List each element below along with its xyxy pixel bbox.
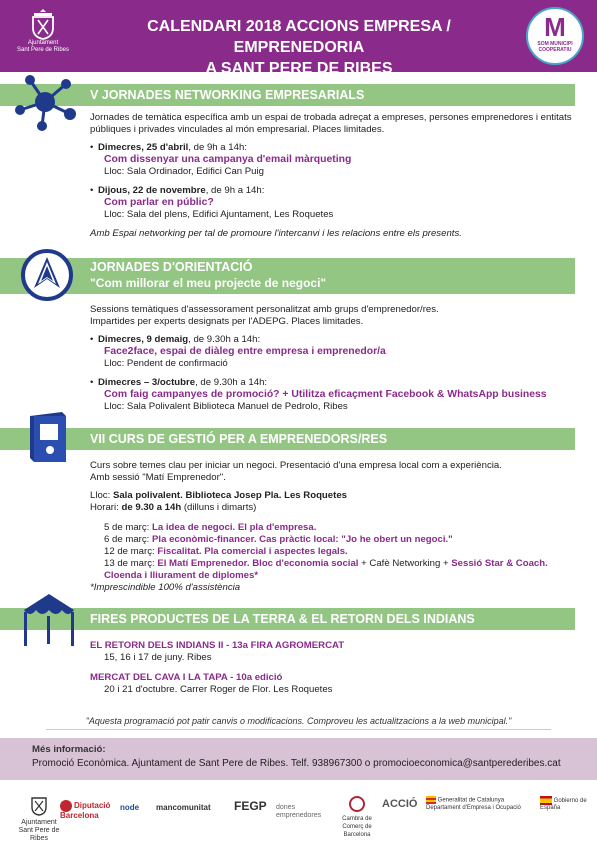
event-time: , de 9.30h a 14h: [188, 334, 261, 345]
section1-body [90, 112, 580, 246]
schedule-value: de 9.30 a 14h [121, 502, 182, 513]
event-talk: Com faig campanyes de promoció? + Utilitza eficaçment Facebook & WhatsApp business [104, 389, 547, 400]
section2-band [0, 258, 575, 294]
section1-note: Amb Espai networking per tal de promoure l'intercanvi i les relacions entre els presents. [90, 228, 462, 239]
footer-logo-generalitat [426, 796, 536, 812]
event-place: Lloc: Pendent de confirmació [104, 358, 228, 369]
bullet: • [90, 142, 94, 153]
event-date: Dimecres, 25 d'abril [98, 142, 189, 153]
schedule-label: Horari: [90, 502, 122, 513]
binder-icon [26, 410, 70, 464]
section3-intro [90, 460, 580, 484]
section3-footnote: *Imprescindible 100% d'assistència [90, 582, 241, 593]
fair-title: MERCAT DEL CAVA I LA TAPA - 10a edició [90, 672, 283, 683]
network-icon [10, 70, 80, 132]
session-item [104, 546, 580, 558]
footer-logo-label: ACCIÓ [382, 798, 418, 810]
info-heading: Més informació: [32, 744, 106, 755]
event-talk: Face2face, espai de diàleg entre empresa i emprenedor/a [104, 346, 386, 357]
section2-event-2 [90, 377, 580, 413]
section2-intro [90, 304, 580, 328]
place-label: Lloc: [90, 490, 113, 501]
session-topic-c: Sessió Star & Coach. [451, 558, 548, 569]
footer-logo-diputacio [60, 800, 116, 821]
fair-detail: 20 i 21 d'octubre. Carrer Roger de Flor. Les Roquetes [104, 684, 333, 695]
section2-intro-line2: Impartides per experts designats per l'ADEPG. Places limitades. [90, 316, 364, 327]
footer-logo-label: Gobierno de España [540, 798, 587, 812]
event-date: Dijous, 22 de novembre [98, 185, 206, 196]
section3-schedule [90, 502, 580, 514]
event-place: Lloc: Sala del plens, Edifici Ajuntament, Les Roquetes [104, 209, 334, 220]
disclaimer: "Aquesta programació pot patir canvis o modificacions. Comproveu les actualitzacions a la web municipal." [46, 716, 551, 730]
logo-line1: Ajuntament [27, 40, 59, 46]
section3-place [90, 490, 580, 502]
session-topic-d: Cloenda i lliurament de diplomes* [104, 570, 259, 581]
session-date: 5 de març: [104, 522, 152, 533]
footer-logo-node [120, 804, 139, 813]
section3-sessions [90, 522, 580, 582]
schedule-days: (dilluns i dimarts) [181, 502, 257, 513]
fair-title: EL RETORN DELS INDIANS II - 13a FIRA AGROMERCAT [90, 640, 345, 651]
footer-logo-label: mancomunitat [156, 803, 211, 812]
logo-line2: Sant Pere de Ribes [16, 47, 70, 53]
cambra-mark-icon [349, 796, 365, 812]
badge-line1: SOM MUNICIPI [537, 41, 573, 47]
info-text: Promoció Econòmica. Ajuntament de Sant Pere de Ribes. Telf. 938967300 o promocioeconomica@santperederibes.cat [32, 758, 561, 769]
footer-logo-label: Generalitat de Catalunya Departament d'Empresa i Ocupació [426, 797, 521, 811]
market-tent-icon [14, 590, 84, 648]
section2-title: JORNADES D'ORIENTACIÓ [90, 260, 253, 274]
bullet: • [90, 334, 94, 345]
footer-logo-fegp [234, 799, 267, 813]
session-topic: Fiscalitat. Pla comercial i aspectes legals. [157, 546, 348, 557]
section3-band [0, 428, 575, 450]
session-date: 6 de març: [104, 534, 152, 545]
fair-detail: 15, 16 i 17 de juny. Ribes [104, 652, 212, 663]
title-line2: A SANT PERE DE RIBES [205, 60, 393, 77]
section1-intro: Jornades de temàtica específica amb un espai de trobada adreçat a empreses, persones emprenedores i entitats públiques i privades vinculades al món empresarial. Places limitades. [90, 112, 572, 135]
event-place: Lloc: Sala Ordinador, Edifici Can Puig [104, 166, 264, 177]
event-time: , de 9.30h a 14h: [195, 377, 268, 388]
event-date: Dimecres – 3/octubre [98, 377, 196, 388]
section2-subtitle: "Com millorar el meu projecte de negoci" [90, 276, 327, 290]
footer-logo-accio [382, 800, 417, 810]
info-box [0, 738, 597, 780]
ajuntament-logo [14, 8, 72, 66]
section1-event-2 [90, 185, 580, 221]
bullet: • [90, 377, 94, 388]
footer-logo-label: Ajuntament Sant Pere de Ribes [18, 819, 60, 842]
section3-intro-line2: Amb sessió "Matí Emprenedor". [90, 472, 226, 483]
fair-2 [90, 672, 580, 696]
event-time: , de 9h a 14h: [205, 185, 265, 196]
section1-event-1 [90, 142, 580, 178]
bullet: • [90, 185, 94, 196]
session-topic: La idea de negoci. El pla d'empresa. [152, 522, 317, 533]
senyera-icon [426, 796, 436, 804]
som-municipi-cooperatiu-badge [526, 7, 584, 65]
place-value: Sala polivalent. Biblioteca Josep Pla. Les Roquetes [112, 490, 347, 501]
footer-logo-label: FEGP [234, 799, 267, 813]
section4-band [0, 608, 575, 630]
section3-logistics [90, 490, 580, 514]
session-date: 12 de març: [104, 546, 158, 557]
event-talk: Com parlar en públic? [104, 197, 214, 208]
badge-line2: COOPERATIU [538, 47, 572, 53]
section4-body [90, 640, 580, 696]
shield-icon [30, 796, 48, 816]
section2-event-1 [90, 334, 580, 370]
section3-intro-line1: Curs sobre temes clau per iniciar un negoci. Presentació d'una empresa local com a experiència. [90, 460, 502, 471]
footer-logo-label: node [120, 803, 140, 812]
page-title [84, 16, 514, 79]
compass-icon [20, 248, 74, 302]
header-banner [0, 0, 597, 77]
fair-1 [90, 640, 580, 664]
footer-logo-label: Cambra de Comerç de Barcelona [342, 816, 372, 838]
event-place: Lloc: Sala Polivalent Biblioteca Manuel de Pedrolo, Ribes [104, 401, 348, 412]
event-date: Dimecres, 9 demaig [98, 334, 189, 345]
section1-title: V JORNADES NETWORKING EMPRESARIALS [90, 88, 365, 102]
shield-icon [30, 8, 56, 40]
section4-title: FIRES PRODUCTES DE LA TERRA & EL RETORN DELS INDIANS [90, 612, 475, 626]
session-date: 13 de març: [104, 558, 158, 569]
footer-logo-ajuntament [14, 796, 64, 843]
session-item [104, 522, 580, 534]
event-time: , de 9h a 14h: [188, 142, 247, 153]
badge-letter: M [544, 12, 566, 42]
footer-logo-cambra [334, 796, 380, 839]
session-topic: Pla econòmic-financer. Cas pràctic local: "Jo he obert un negoci." [152, 534, 453, 545]
section3-body [90, 460, 580, 594]
section1-band [0, 84, 575, 106]
session-topic-a: El Matí Emprenedor. Bloc d'economia social [157, 558, 359, 569]
footer-logo-label: Diputació Barcelona [60, 800, 111, 820]
section2-intro-line1: Sessions temàtiques d'assessorament personalitzat amb grups d'emprenedor/res. [90, 304, 439, 315]
session-item [104, 534, 580, 546]
section2-body [90, 304, 580, 420]
footer-logo-label: dones emprenedores [276, 804, 322, 819]
footer-logo-gobierno [540, 796, 590, 812]
session-topic-b: + Cafè Networking + [358, 558, 452, 569]
footer-logo-dones [276, 804, 332, 820]
spain-flag-icon [540, 796, 552, 805]
footer-logo-mancomunitat [156, 804, 211, 813]
footer-logos [0, 784, 597, 842]
event-talk: Com dissenyar una campanya d'email màrqueting [104, 154, 352, 165]
session-item [104, 558, 580, 570]
title-line1: CALENDARI 2018 ACCIONS EMPRESA / EMPRENEDORIA [147, 18, 451, 56]
section3-title: VII CURS DE GESTIÓ PER A EMPRENEDORS/RES [90, 432, 388, 446]
